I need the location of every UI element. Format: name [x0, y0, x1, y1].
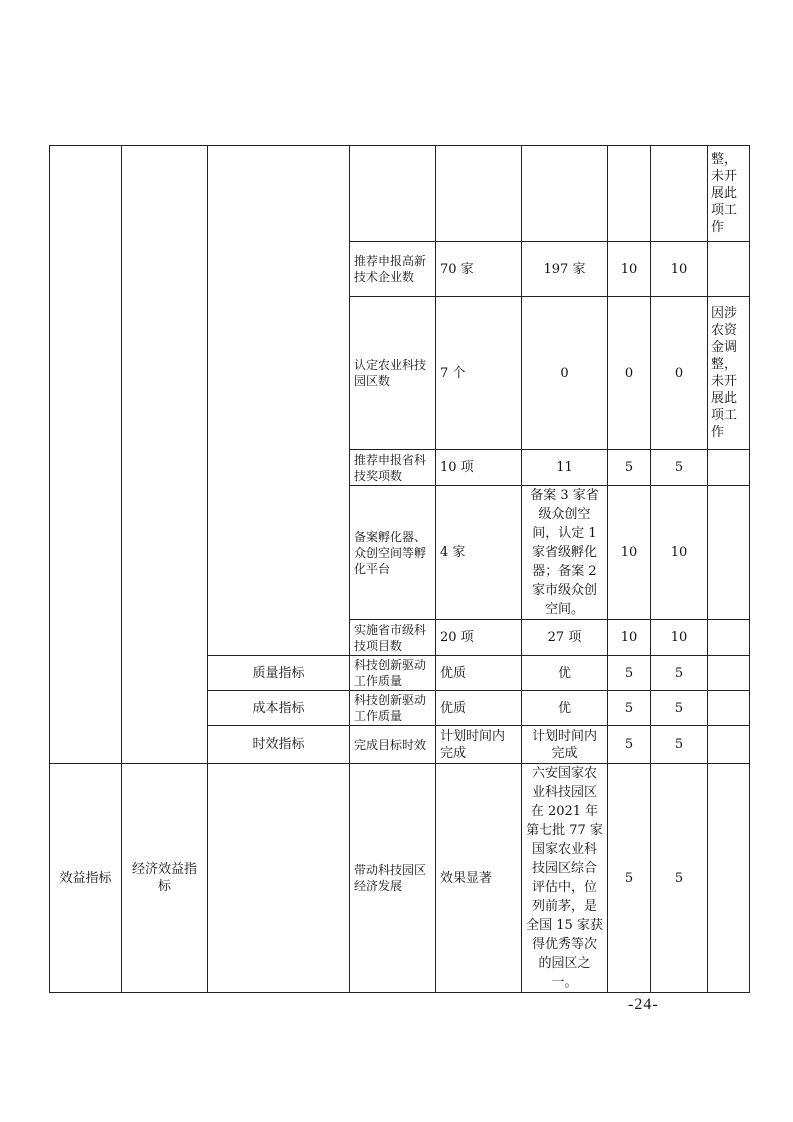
indicator-name: 备案孵化器、众创空间等孵化平台	[350, 486, 436, 620]
score-value: 10	[651, 242, 708, 297]
weight-value: 0	[608, 297, 651, 450]
level1-cell-continued	[50, 146, 122, 764]
weight-value: 10	[608, 620, 651, 656]
level2-economic: 经济效益指标	[122, 764, 208, 993]
actual-value: 计划时间内完成	[522, 726, 608, 764]
target-value: 优质	[436, 691, 522, 726]
indicator-name: 完成目标时效	[350, 726, 436, 764]
level1-effect: 效益指标	[50, 764, 122, 993]
level2-cell-continued	[122, 146, 208, 764]
indicator-name: 推荐申报省科技奖项数	[350, 450, 436, 486]
table-row	[50, 146, 750, 242]
actual-value: 27 项	[522, 620, 608, 656]
actual-value: 11	[522, 450, 608, 486]
level3-cell-continued	[208, 146, 350, 656]
score-value: 0	[651, 297, 708, 450]
remark-value	[708, 656, 750, 691]
score-value: 10	[651, 486, 708, 620]
weight-value: 10	[608, 486, 651, 620]
target-value: 10 项	[436, 450, 522, 486]
remark-value	[708, 691, 750, 726]
target-value: 70 家	[436, 242, 522, 297]
remark-value	[708, 242, 750, 297]
score-value: 5	[651, 691, 708, 726]
remark-value	[708, 450, 750, 486]
score-value: 5	[651, 764, 708, 993]
actual-value: 优	[522, 691, 608, 726]
actual-value: 0	[522, 297, 608, 450]
remark-value	[708, 486, 750, 620]
weight-value: 5	[608, 450, 651, 486]
level3-quality: 质量指标	[208, 656, 350, 691]
actual-value: 197 家	[522, 242, 608, 297]
indicator-name	[350, 146, 436, 242]
score-value: 5	[651, 450, 708, 486]
weight-value: 5	[608, 726, 651, 764]
score-value: 10	[651, 620, 708, 656]
performance-table	[49, 145, 750, 993]
score-value: 5	[651, 656, 708, 691]
indicator-name: 推荐申报高新技术企业数	[350, 242, 436, 297]
remark-value	[708, 620, 750, 656]
score-value	[651, 146, 708, 242]
page-number: -24-	[628, 996, 659, 1013]
target-value: 效果显著	[436, 764, 522, 993]
remark-value: 因涉农资金调整，未开展此项工作	[708, 297, 750, 450]
weight-value: 10	[608, 242, 651, 297]
target-value: 20 项	[436, 620, 522, 656]
indicator-name: 认定农业科技园区数	[350, 297, 436, 450]
indicator-name: 科技创新驱动工作质量	[350, 656, 436, 691]
actual-value	[522, 146, 608, 242]
target-value: 计划时间内完成	[436, 726, 522, 764]
level3-timeliness: 时效指标	[208, 726, 350, 764]
level3-empty	[208, 764, 350, 993]
indicator-name: 科技创新驱动工作质量	[350, 691, 436, 726]
actual-value: 优	[522, 656, 608, 691]
target-value: 优质	[436, 656, 522, 691]
remark-value: 整，未开展此项工作	[708, 146, 750, 242]
actual-value: 备案 3 家省级众创空间，认定 1 家省级孵化器；备案 2 家市级众创空间。	[522, 486, 608, 620]
weight-value	[608, 146, 651, 242]
target-value: 4 家	[436, 486, 522, 620]
weight-value: 5	[608, 764, 651, 993]
remark-value	[708, 764, 750, 993]
remark-value	[708, 726, 750, 764]
weight-value: 5	[608, 656, 651, 691]
weight-value: 5	[608, 691, 651, 726]
indicator-name: 带动科技园区经济发展	[350, 764, 436, 993]
target-value	[436, 146, 522, 242]
actual-value: 六安国家农业科技园区在 2021 年第七批 77 家国家农业科技园区综合评估中，位列前茅，是全国 15 家获得优秀等次的园区之一。	[522, 764, 608, 993]
indicator-name: 实施省市级科技项目数	[350, 620, 436, 656]
table-row	[50, 764, 750, 993]
score-value: 5	[651, 726, 708, 764]
target-value: 7 个	[436, 297, 522, 450]
level3-cost: 成本指标	[208, 691, 350, 726]
